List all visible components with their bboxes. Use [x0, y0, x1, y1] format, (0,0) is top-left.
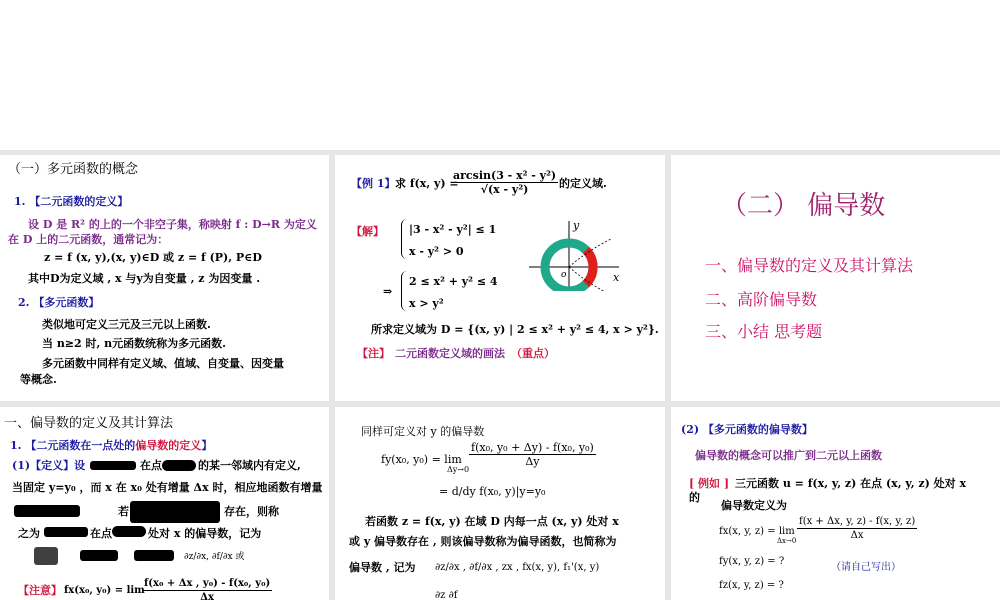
notation-image: [80, 550, 118, 561]
increment-formula-image: [14, 505, 80, 517]
system-line: x - y² > 0: [409, 245, 464, 258]
hint-text: （请自己写出）: [831, 562, 901, 573]
text-line: 当 n≥2 时, n元函数统称为多元函数.: [42, 337, 227, 350]
slide-title: 一、偏导数的定义及其计算法: [4, 416, 174, 431]
system-line: |3 - x² - y²| ≤ 1: [409, 223, 497, 236]
heading-part: 1. 【二元函数在一点处的: [10, 439, 136, 452]
text-line: 等概念.: [20, 373, 57, 386]
notation-line: ∂z/∂x , ∂f/∂x , zx , fx(x, y), f₁'(x, y): [435, 562, 600, 573]
derivative-formula: = d/dy f(x₀, y)|y=y₀: [439, 485, 546, 498]
text-line: 或 y 偏导数存在 , 则该偏导数称为偏导函数，也简称为: [349, 535, 617, 548]
slide-partial-derivative-y[interactable]: [335, 407, 665, 600]
definition-label: (1)【定义】设: [12, 459, 86, 472]
definition-text: 处对 x 的偏导数，记为: [148, 527, 262, 540]
slide-multivariable-partial-derivatives[interactable]: [671, 407, 1000, 600]
slide-multivariable-function-concept[interactable]: [0, 155, 329, 401]
text-line: 偏导数的概念可以推广到二元以上函数: [695, 449, 882, 462]
heading-emphasis: 偏导数的定义: [135, 439, 202, 452]
note-fraction: [142, 577, 272, 600]
definition-text: 在点: [90, 527, 112, 540]
y-axis-label: y: [573, 219, 580, 232]
section-heading: 1. 【二元函数的定义】: [14, 195, 129, 208]
system-line: x > y²: [409, 297, 444, 310]
limit-formula-image: [130, 501, 220, 523]
heading-part: 】: [201, 439, 213, 452]
point-formula-image: [162, 460, 196, 471]
slide-domain-example[interactable]: [335, 155, 665, 401]
formula-image: [90, 461, 136, 470]
notation-line: ∂z ∂f: [435, 590, 458, 600]
limit-fraction: [469, 441, 596, 468]
definition-text: 存在，则称: [224, 505, 279, 518]
note-formula: fx(x₀, y₀) = lim: [64, 585, 145, 596]
limit-formula: fx(x, y, z) = lim: [719, 526, 795, 537]
note-label: 【注】: [357, 347, 390, 360]
fraction-denominator: Δy: [525, 455, 540, 468]
text-line: 偏导数 , 记为: [349, 561, 416, 574]
note-label: 【注意】: [18, 584, 62, 597]
question-formula: fy(x, y, z) = ?: [719, 556, 785, 567]
slide-partial-derivative-definition[interactable]: [0, 407, 329, 600]
slide-title: （二） 偏导数: [721, 191, 886, 221]
slide-title: （一）多元函数的概念: [8, 162, 139, 177]
result-line: 所求定义域为 D = {(x, y) | 2 ≤ x² + y² ≤ 4, x > y²}.: [371, 323, 659, 336]
example-text: 的: [689, 491, 700, 504]
text-line: 若函数 z = f(x, y) 在域 D 内每一点 (x, y) 处对 x: [365, 515, 619, 528]
x-axis-label: x: [613, 271, 620, 284]
limit-subscript: Δy→0: [447, 465, 470, 474]
definition-line: 当固定 y=y₀ ，而 x 在 x₀ 处有增量 Δx 时，相应地函数有增量: [12, 481, 323, 494]
notation-image: [34, 547, 58, 565]
slide-partial-derivatives-outline[interactable]: [671, 155, 1000, 401]
question-formula: fz(x, y, z) = ?: [719, 580, 784, 591]
example-fraction: [451, 169, 558, 196]
fraction-numerator: f(x₀, y₀ + Δy) - f(x₀, y₀): [471, 441, 594, 454]
example-label: 【例 1】: [351, 177, 396, 190]
limit-fraction: [797, 515, 917, 542]
point-formula-image: [112, 526, 146, 537]
section-heading: [10, 439, 212, 452]
definition-line: [12, 459, 85, 472]
example-label: [ 例如 ]: [689, 477, 730, 490]
fraction-denominator: Δx: [850, 530, 864, 541]
fraction-numerator: arcsin(3 - x² - y²): [453, 169, 557, 182]
solution-label: 【解】: [351, 225, 384, 238]
domain-ring-diagram: [525, 219, 623, 291]
system-line: 2 ≤ x² + y² ≤ 4: [409, 275, 498, 288]
fraction-numerator: f(x₀ + Δx , y₀) - f(x₀, y₀): [144, 578, 271, 589]
outline-item[interactable]: 二、高阶偏导数: [705, 290, 818, 309]
formula: z = f (x, y),(x, y)∈D 或 z = f (P), P∈D: [44, 251, 262, 264]
text-line: 类似地可定义三元及三元以上函数.: [42, 318, 211, 331]
system-brace: [401, 271, 408, 311]
note-line: 其中D为定义域 , x 与y为自变量 , z 为因变量 .: [28, 272, 261, 285]
example-text: 偏导数定义为: [721, 499, 787, 512]
definition-text: 的某一邻域内有定义,: [198, 459, 301, 472]
limit-formula: fy(x₀, y₀) = lim: [381, 453, 462, 466]
definition-text: 在点: [140, 459, 162, 472]
limit-subscript: Δx→0: [777, 537, 797, 545]
implies-arrow: ⇒: [383, 285, 393, 298]
notation-text: ∂z/∂x, ∂f/∂x 或: [184, 552, 245, 562]
example-tail: 的定义域.: [559, 177, 607, 190]
text-line: 多元函数中同样有定义域、值域、自变量、因变量: [42, 357, 284, 370]
fraction-numerator: f(x + Δx, y, z) - f(x, y, z): [799, 516, 916, 527]
section-heading: 2. 【多元函数】: [18, 296, 100, 309]
definition-text: 若: [118, 505, 129, 518]
definition-text: 之为: [18, 527, 40, 540]
note-emphasis: （重点）: [511, 347, 555, 360]
definition-line: 设 D 是 R² 的上的一个非空子集，称映射 f : D→R 为定义: [28, 218, 317, 231]
origin-label: o: [561, 270, 567, 280]
example-text: 三元函数 u = f(x, y, z) 在点 (x, y, z) 处对 x: [735, 477, 967, 490]
outline-item[interactable]: 三、小结 思考题: [705, 322, 823, 341]
note-text: 二元函数定义域的画法: [395, 347, 505, 360]
function-formula-image: [44, 527, 88, 537]
fraction-denominator: √(x - y²): [480, 183, 529, 196]
definition-line: 在 D 上的二元函数，通常记为：: [8, 233, 169, 246]
section-heading: (2) 【多元函数的偏导数】: [681, 423, 813, 436]
system-brace: [401, 219, 408, 259]
fraction-denominator: Δx: [200, 592, 214, 600]
example-text: 求 f(x, y) =: [395, 177, 459, 190]
text-line: 同样可定义对 y 的偏导数: [361, 425, 485, 438]
outline-item[interactable]: 一、偏导数的定义及其计算法: [705, 256, 914, 275]
notation-image: [134, 550, 174, 561]
